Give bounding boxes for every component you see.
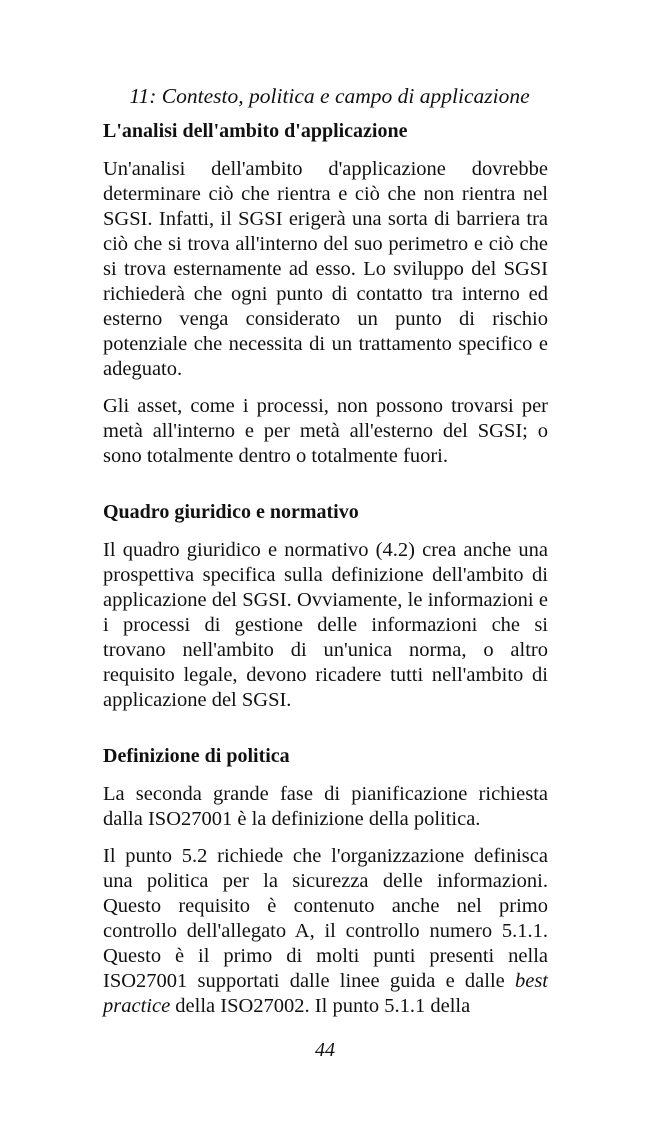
best-practice-emphasis: best practice xyxy=(103,970,548,1017)
page-number: 44 xyxy=(315,1039,335,1061)
paragraph-politica-2-text-b: della ISO27002. Il punto 5.1.1 della xyxy=(170,995,471,1017)
page-body xyxy=(103,82,548,1031)
running-head: 11: Contesto, politica e campo di applicazione xyxy=(129,84,530,108)
paragraph-politica-2-text-a: Il punto 5.2 richiede che l'organizzazione definisca una politica per la sicurezza delle informazioni. Questo requisito è contenuto anche nel primo controllo dell'allegato A, il controllo numero 5.1.1. Questo è il primo di molti punti presenti nella ISO27001 supportati dalle linee guida e dalle xyxy=(103,845,548,992)
paragraph-politica-2 xyxy=(103,844,548,1019)
paragraph-ambito-2: Gli asset, come i processi, non possono trovarsi per metà all'interno e per metà all'esterno del SGSI; o sono totalmente dentro o totalmente fuori. xyxy=(103,395,548,467)
paragraph-politica-1: La seconda grande fase di pianificazione richiesta dalla ISO27001 è la definizione della politica. xyxy=(103,783,548,830)
paragraph-quadro-1: Il quadro giuridico e normativo (4.2) crea anche una prospettiva specifica sulla definizione dell'ambito di applicazione del SGSI. Ovviamente, le informazioni e i processi di gestione delle informazioni che si trovano nell'ambito di un'unica norma, o altro requisito legale, devono ricadere tutti nell'ambito di applicazione del SGSI. xyxy=(103,539,548,711)
section-heading-quadro: Quadro giuridico e normativo xyxy=(103,501,359,523)
section-heading-politica: Definizione di politica xyxy=(103,745,290,767)
section-heading-ambito: L'analisi dell'ambito d'applicazione xyxy=(103,120,408,142)
paragraph-ambito-1: Un'analisi dell'ambito d'applicazione dovrebbe determinare ciò che rientra e ciò che non rientra nel SGSI. Infatti, il SGSI erigerà una sorta di barriera tra ciò che si trova all'interno del suo perimetro e ciò che si trova esternamente ad esso. Lo sviluppo del SGSI richiederà che ogni punto di contatto tra interno ed esterno venga considerato un punto di rischio potenziale che necessita di un trattamento specifico e adeguato. xyxy=(103,158,548,380)
